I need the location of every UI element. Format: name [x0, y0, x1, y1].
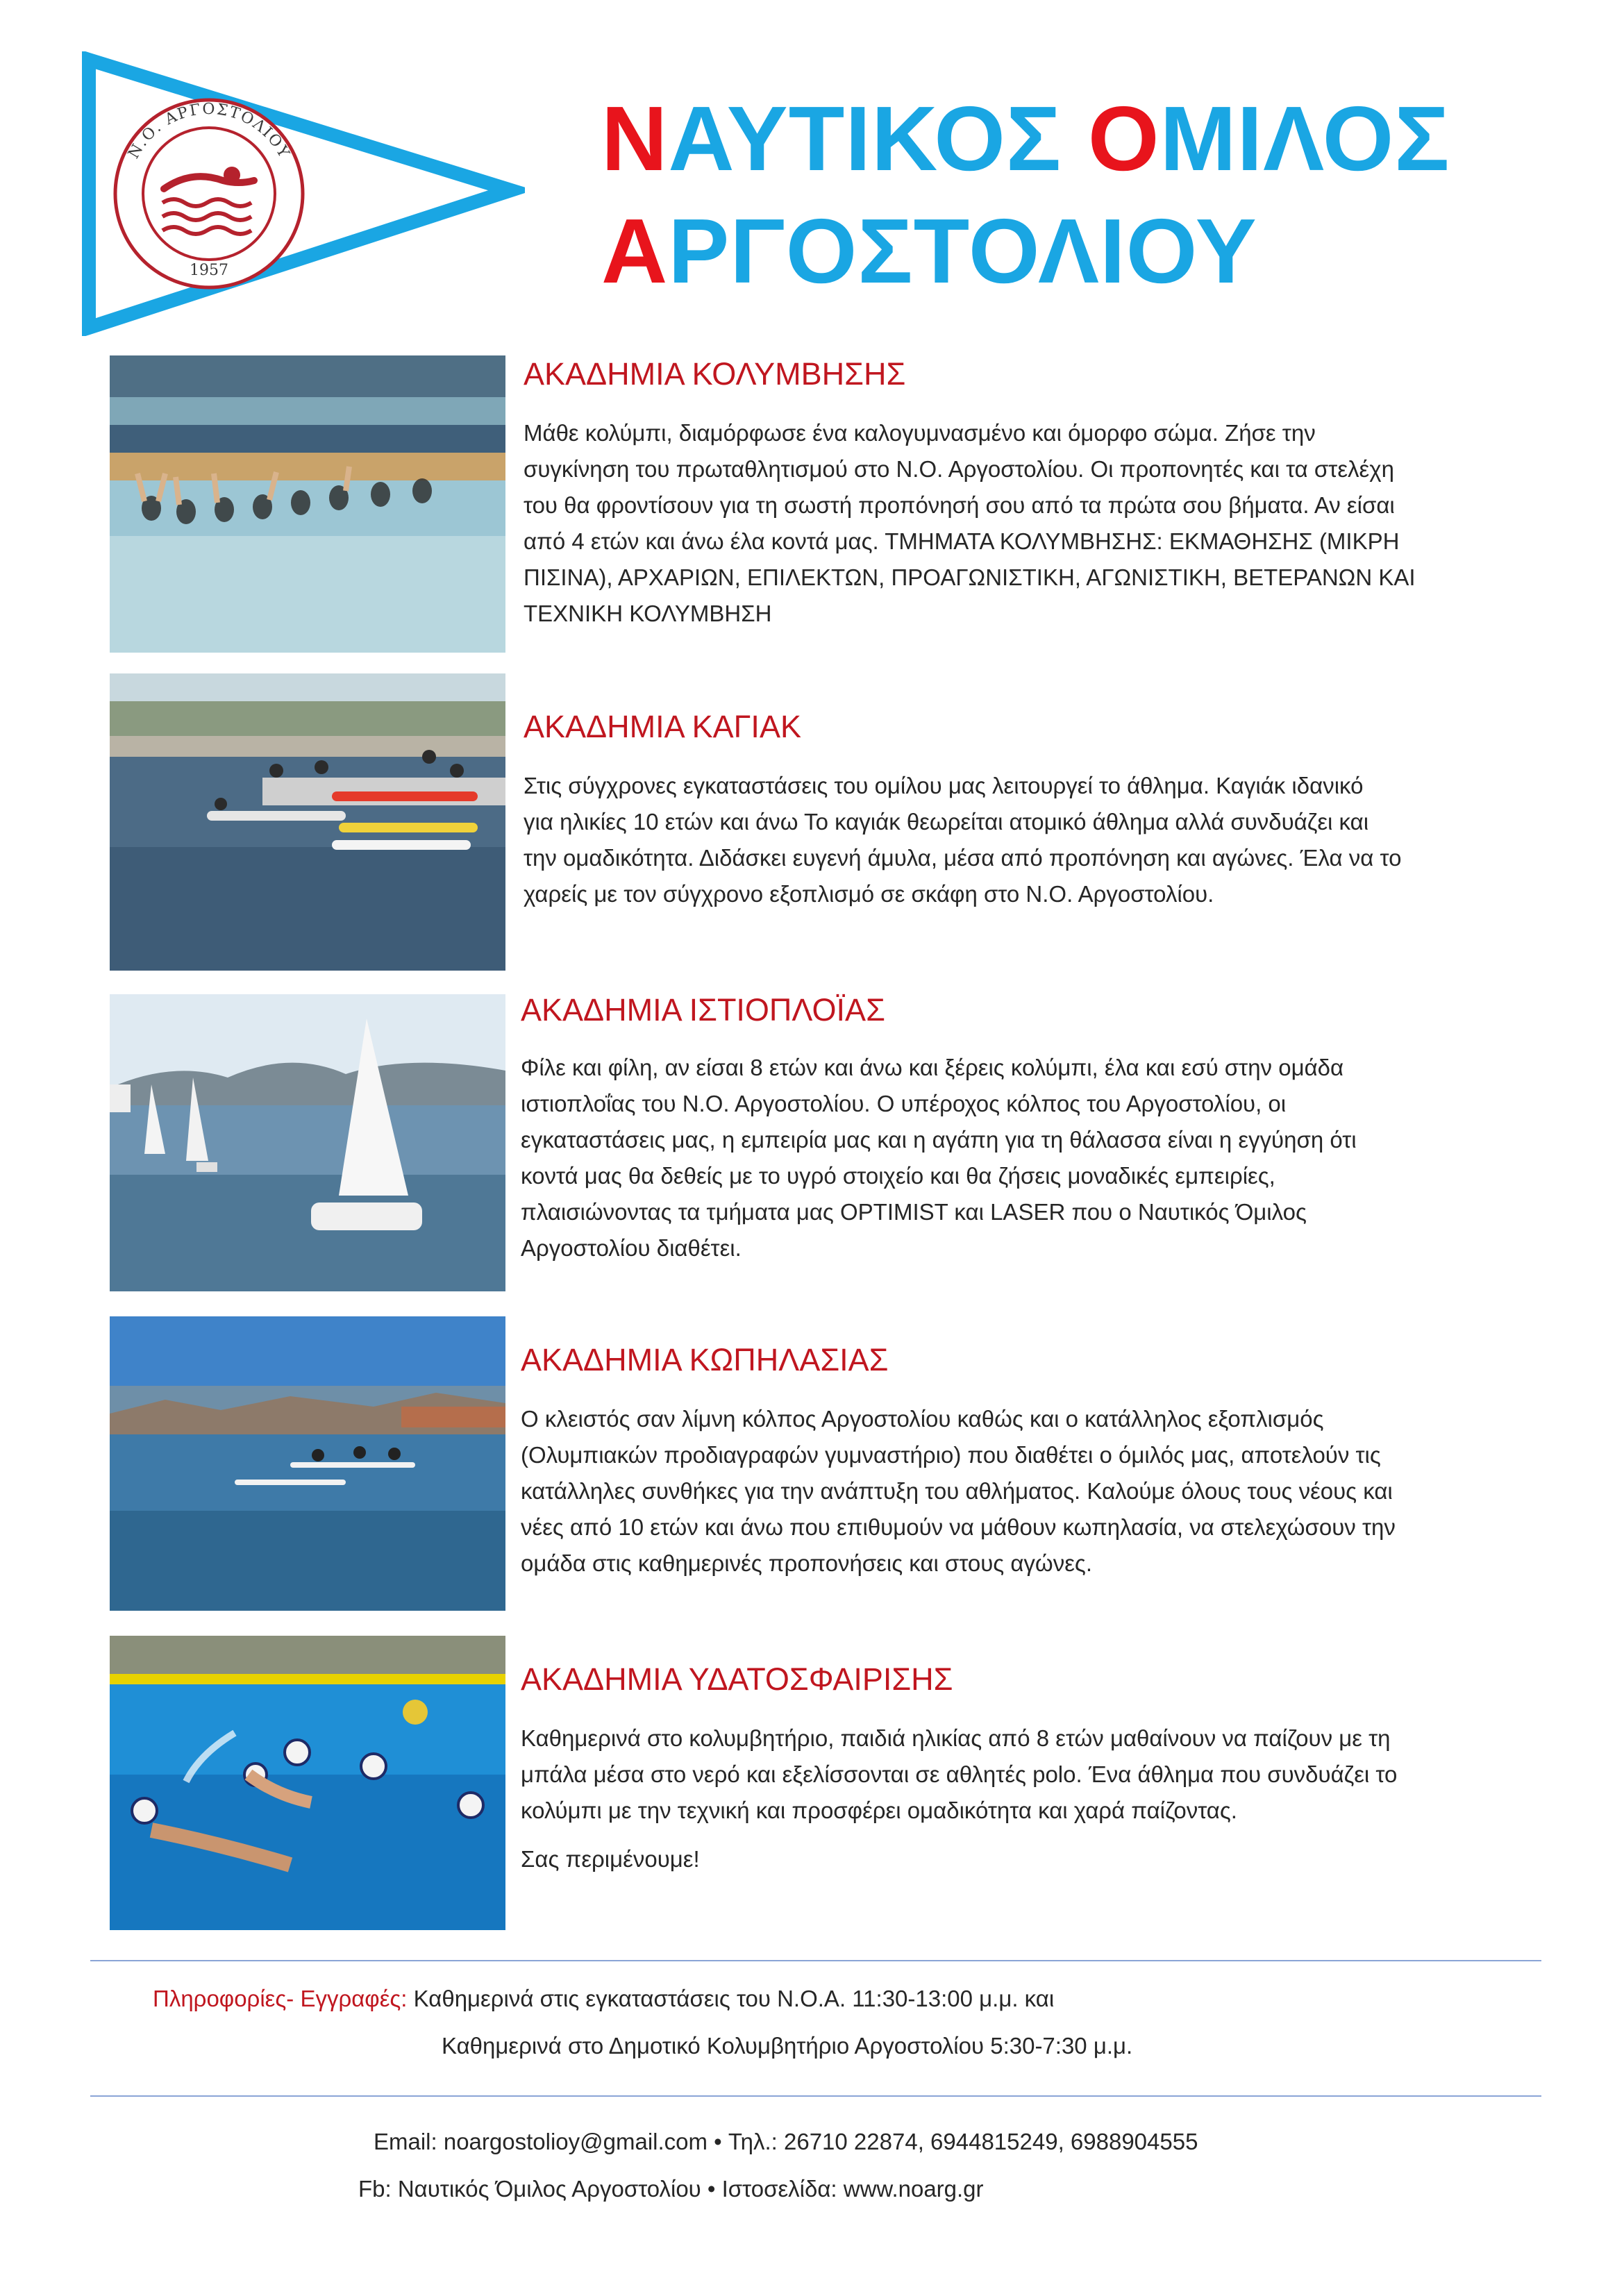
body-line: για ηλικίες 10 ετών και άνω Το καγιάκ θεωρείται ατομικό άθλημα αλλά συνδυάζει και: [524, 809, 1369, 835]
body-line: Στις σύγχρονες εγκαταστάσεις του ομίλου μας λειτουργεί το άθλημα. Καγιάκ ιδανικό: [524, 773, 1364, 798]
club-logo-pennant: [81, 51, 525, 336]
sailing-photo: [110, 994, 505, 1291]
section-heading-kayak: ΑΚΑΔΗΜΙΑ ΚΑΓΙΑΚ: [524, 709, 801, 744]
section-body-water-polo: [521, 1720, 1493, 1877]
divider-top: [90, 1960, 1541, 1961]
info-label: Πληροφορίες- Εγγραφές:: [153, 1986, 408, 2011]
body-line: ομάδα στις καθημερινές προπονήσεις και στους αγώνες.: [521, 1550, 1092, 1576]
section-heading-rowing: ΑΚΑΔΗΜΙΑ ΚΩΠΗΛΑΣΙΑΣ: [521, 1342, 889, 1377]
body-line: Φίλε και φίλη, αν είσαι 8 ετών και άνω και ξέρεις κολύμπι, έλα και εσύ στην ομάδα: [521, 1055, 1344, 1080]
body-line: συγκίνηση του πρωταθλητισμού στο Ν.Ο. Αργοστολίου. Οι προπονητές και τα στελέχη: [524, 456, 1394, 482]
divider-bottom: [90, 2095, 1541, 2097]
page-title-line-2: ΑΡΓΟΣΤΟΛΙΟΥ: [601, 200, 1257, 302]
body-line: κοντά μας θα δεθείς με το υγρό στοιχείο και θα ζήσεις μοναδικές εμπειρίες,: [521, 1163, 1275, 1189]
club-crest-icon: [115, 100, 303, 287]
closing-line: Σας περιμένουμε!: [521, 1846, 700, 1872]
body-line: Ο κλειστός σαν λίμνη κόλπος Αργοστολίου καθώς και ο κατάλληλος εξοπλισμός: [521, 1406, 1324, 1432]
kayak-photo: [110, 673, 505, 971]
body-line: ΤΕΧΝΙΚΗ ΚΟΛΥΜΒΗΣΗ: [524, 601, 772, 626]
body-line: από 4 ετών και άνω έλα κοντά μας. ΤΜΗΜΑΤΑ ΚΟΛΥΜΒΗΣΗΣ: ΕΚΜΑΘΗΣΗΣ (ΜΙΚΡΗ: [524, 528, 1400, 554]
body-line: κολύμπι με την τεχνική και προσφέρει ομαδικότητα και χαρά παίζοντας.: [521, 1798, 1237, 1823]
section-heading-sailing: ΑΚΑΔΗΜΙΑ ΙΣΤΙΟΠΛΟΪΑΣ: [521, 992, 885, 1028]
body-line: πλαισιώνοντας τα τμήματα μας OPTIMIST και LASER που ο Ναυτικός Όμιλος: [521, 1199, 1307, 1225]
section-heading-water-polo: ΑΚΑΔΗΜΙΑ ΥΔΑΤΟΣΦΑΙΡΙΣΗΣ: [521, 1661, 953, 1697]
rowing-photo: [110, 1316, 505, 1611]
section-body-sailing: [521, 1050, 1493, 1266]
body-line: Καθημερινά στο κολυμβητήριο, παιδιά ηλικίας από 8 ετών μαθαίνουν να παίζουν με τη: [521, 1725, 1391, 1751]
logo-ring-text: Ν.Ο. ΑΡΓΟΣΤΟΛΙΟΥ: [125, 101, 293, 162]
swimming-photo: [110, 355, 505, 653]
body-line: χαρείς με τον σύγχρονο εξοπλισμό σε σκάφη στο Ν.Ο. Αργοστολίου.: [524, 881, 1214, 907]
body-line: Μάθε κολύμπι, διαμόρφωσε ένα καλογυμνασμένο και όμορφο σώμα. Ζήσε την: [524, 420, 1316, 446]
contact-line-1: Email: noargostolioy@gmail.com • Τηλ.: 26710 22874, 6944815249, 6988904555: [374, 2129, 1198, 2154]
body-line: κατάλληλες συνθήκες για την ανάπτυξη του αθλήματος. Καλούμε όλους τους νέους και: [521, 1478, 1393, 1504]
body-line: νέες από 10 ετών και άνω που επιθυμούν να μάθουν κωπηλασία, να στελεχώσουν την: [521, 1514, 1396, 1540]
info-schedule-1: Καθημερινά στις εγκαταστάσεις του Ν.Ο.Α. 11:30-13:00 μ.μ. και: [413, 1986, 1055, 2011]
body-line: του θα φροντίσουν για τη σωστή προπόνησή σου από τα πρώτα σου βήματα. Αν είσαι: [524, 492, 1395, 518]
info-line-1: [153, 1987, 1054, 2010]
water-polo-photo: [110, 1636, 505, 1930]
body-line: εγκαταστάσεις μας, η εμπειρία μας και η αγάπη για τη θάλασσα είναι η εγγύηση ότι: [521, 1127, 1357, 1153]
body-line: την ομαδικότητα. Διδάσκει ευγενή άμυλα, μέσα από προπόνηση και αγώνες. Έλα να το: [524, 845, 1402, 871]
section-body-rowing: [521, 1401, 1493, 1582]
logo-year: 1957: [190, 262, 228, 279]
section-heading-swimming: ΑΚΑΔΗΜΙΑ ΚΟΛΥΜΒΗΣΗΣ: [524, 356, 906, 392]
contact-line-2: Fb: Ναυτικός Όμιλος Αργοστολίου • Ιστοσελίδα: www.noarg.gr: [358, 2176, 984, 2202]
body-line: (Ολυμπιακών προδιαγραφών γυμναστήριο) που διαθέτει ο όμιλός μας, αποτελούν τις: [521, 1442, 1381, 1468]
info-line-2: Καθημερινά στο Δημοτικό Κολυμβητήριο Αργοστολίου 5:30-7:30 μ.μ.: [442, 2033, 1133, 2059]
section-body-kayak: [524, 768, 1496, 912]
section-body-swimming: [524, 415, 1496, 632]
body-line: μπάλα μέσα στο νερό και εξελίσσονται σε αθλητές polo. Ένα άθλημα που συνδυάζει το: [521, 1761, 1398, 1787]
body-line: ΠΙΣΙΝΑ), ΑΡΧΑΡΙΩΝ, ΕΠΙΛΕΚΤΩΝ, ΠΡΟΑΓΩΝΙΣΤΙΚΗ, ΑΓΩΝΙΣΤΙΚΗ, ΒΕΤΕΡΑΝΩΝ ΚΑΙ: [524, 564, 1416, 590]
body-line: Αργοστολίου διαθέτει.: [521, 1235, 742, 1261]
page-title-line-1: ΝΑΥΤΙΚΟΣ ΟΜΙΛΟΣ: [601, 87, 1450, 190]
body-line: ιστιοπλοΐας του Ν.Ο. Αργοστολίου. Ο υπέροχος κόλπος του Αργοστολίου, οι: [521, 1091, 1287, 1116]
